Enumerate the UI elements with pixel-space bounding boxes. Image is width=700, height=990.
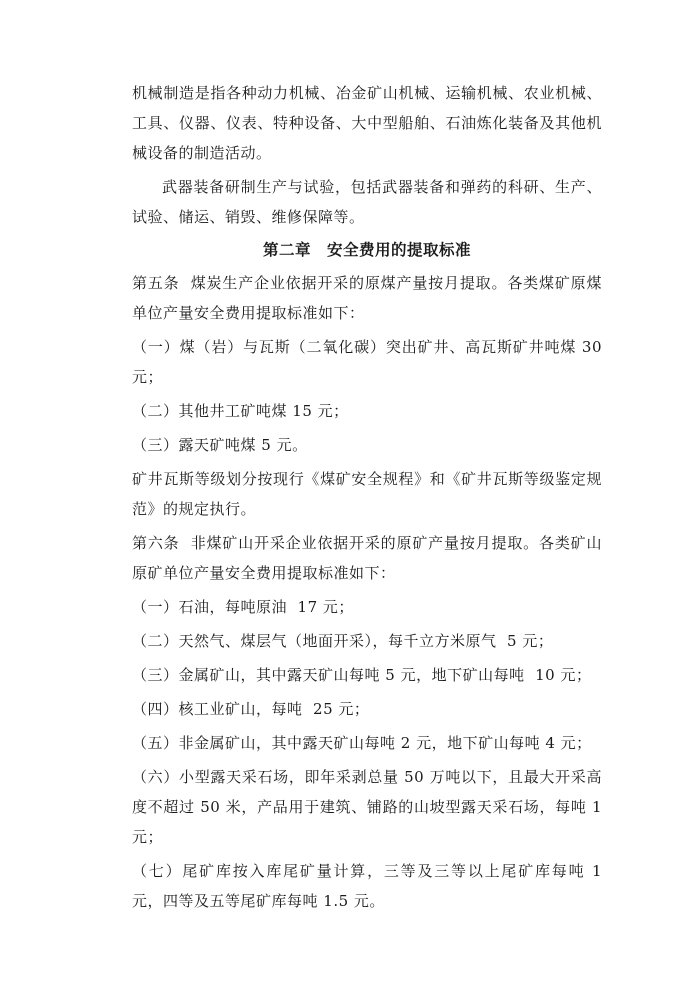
article-6-item-6: （六）小型露天采石场，即年采剥总量 50 万吨以下，且最大开采高度不超过 50 米，产品用于建筑、铺路的山坡型露天采石场，每吨 1 元； [132,768,608,846]
article-6: 第六条 非煤矿山开采企业依据开采的原矿产量按月提取。各类矿山原矿单位产量安全费用提取标准如下： [132,534,602,582]
article-5-item-3: （三）露天矿吨煤 5 元。 [132,436,308,454]
article-6-item-3: （三）金属矿山，其中露天矿山每吨 5 元，地下矿山每吨 10 元； [132,666,592,684]
article-5-item-1: （一）煤（岩）与瓦斯（二氧化碳）突出矿井、高瓦斯矿井吨煤 30 元； [132,338,608,386]
document-body [132,78,608,916]
article-6-item-4: （四）核工业矿山，每吨 25 元； [132,700,370,718]
paragraph-weapons-definition: 武器装备研制生产与试验，包括武器装备和弹药的科研、生产、试验、储运、销毁、维修保障等。 [132,178,602,226]
article-6-item-2: （二）天然气、煤层气（地面开采），每千立方米原气 5 元； [132,632,554,650]
chapter-heading: 第二章 安全费用的提取标准 [262,240,471,259]
article-6-item-5: （五）非金属矿山，其中露天矿山每吨 2 元，地下矿山每吨 4 元； [132,734,592,752]
article-5-note: 矿井瓦斯等级划分按现行《煤矿安全规程》和《矿井瓦斯等级鉴定规范》的规定执行。 [132,470,602,518]
paragraph-machinery-definition: 机械制造是指各种动力机械、冶金矿山机械、运输机械、农业机械、工具、仪器、仪表、特种设备、大中型船舶、石油炼化装备及其他机械设备的制造活动。 [132,84,602,162]
article-5-item-2: （二）其他井工矿吨煤 15 元； [132,402,349,420]
article-5: 第五条 煤炭生产企业依据开采的原煤产量按月提取。各类煤矿原煤单位产量安全费用提取标准如下： [132,274,602,322]
article-6-item-1: （一）石油，每吨原油 17 元； [132,598,354,616]
article-6-item-7: （七）尾矿库按入库尾矿量计算，三等及三等以上尾矿库每吨 1 元，四等及五等尾矿库每吨 1.5 元。 [132,862,608,910]
